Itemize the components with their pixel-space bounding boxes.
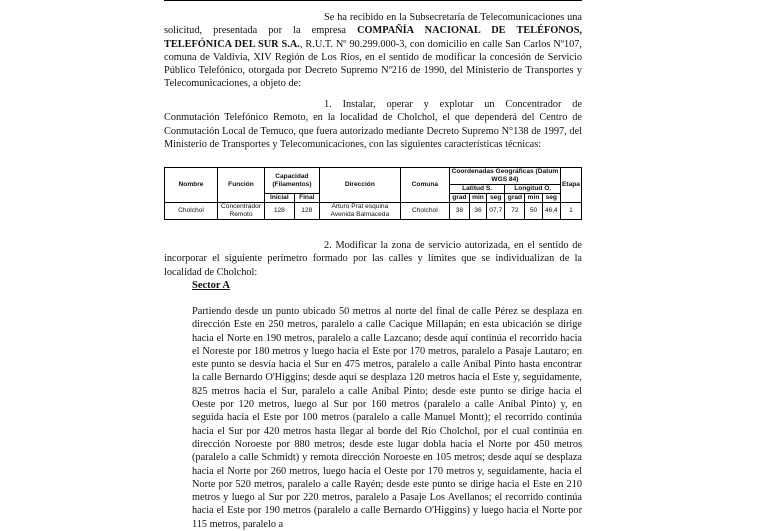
header-latitud: Latitud S. [449, 185, 505, 194]
cell-lat-min: 36 [469, 203, 486, 220]
item-1-text: 1. Instalar, operar y explotar un Concentrador de Conmutación Telefónico Remoto, en la localidad de Cholchol, el que dependerá del Centro de Conmutación Local de Temuco, que fuera autorizado mediante Decreto Supremo N°138 de 1997, del Ministerio de Transportes y Telecomunicaciones, con las siguientes características técnicas: [164, 99, 582, 150]
header-coordenadas: Coordenadas Geográficas (Datum WGS 84) [449, 168, 560, 185]
intro-text: Se ha recibido en la Subsecretaría de Telecomunicaciones una solicitud, presentada por la empresa [164, 12, 582, 37]
cell-lon-seg: 46,4 [542, 203, 560, 220]
item-2-paragraph [164, 239, 582, 279]
cell-final: 128 [294, 203, 319, 220]
cell-funcion: Concentrador Remoto [218, 203, 265, 220]
header-inicial: Inicial [265, 194, 295, 203]
header-final: Final [294, 194, 319, 203]
document-page [164, 0, 582, 530]
header-funcion: Función [218, 168, 265, 203]
header-etapa: Etapa [560, 168, 581, 203]
cell-etapa: 1 [560, 203, 581, 220]
cell-lat-grad: 38 [449, 203, 469, 220]
header-capacidad: Capacidad (Filamentos) [265, 168, 320, 194]
header-direccion: Dirección [319, 168, 400, 203]
cell-lon-min: 50 [525, 203, 542, 220]
header-lon-seg: seg [542, 194, 560, 203]
header-lat-grad: grad [449, 194, 469, 203]
header-lat-seg: seg [487, 194, 505, 203]
cell-comuna: Cholchol [400, 203, 449, 220]
intro-paragraph [164, 11, 582, 91]
intro-text-continued: , R.U.T. Nº 90.299.000-3, con domicilio en calle San Carlos Nº107, comuna de Valdivia, XIV Región de Los Ríos, en el sentido de modificar la concesión de Servicio Público Telefónico, otorgada por Decreto Supremo Nº216 de 1990, del Ministerio de Transportes y Telecomunicaciones, a objeto de: [164, 38, 582, 90]
sector-description: Partiendo desde un punto ubicado 50 metros al norte del final de calle Pérez se desplaza en dirección Este en 250 metros, paralelo a calle Cacique Millapán; en esta ubicación se dirige hacia el Norte en 190 metros, paralelo a calle Lazcano; desde aquí continúa el recorrido hacia el Noreste por 180 metros y luego hacia el Este por 170 metros, paralelo a Pasaje Lautaro; en este punto se desvía hacia el Sur en 475 metros, paralelo a calle Aníbal Pinto hasta encontrar la calle Bernardo O'Higgins; desde aquí se desplaza 120 metros hacia el Este y, seguidamente, 825 metros hacia el Sur, paralelo a calle Aníbal Pinto; desde este punto se dirige hacia el Oeste por 120 metros, luego al Sur por 160 metros (paralelo a calle Aníbal Pinto) y, en seguida hacia el Este por 100 metros (paralelo a calle Manuel Montt); el recorrido continúa hacia el Sur por 420 metros hasta llegar al borde del Río Cholchol, por el cual continúa en dirección Noroeste por 880 metros; desde este lugar dobla hacia el Norte por 450 metros (paralelo a calle Schmidt) y remota dirección Noroeste en 105 metros; desde aquí se desplaza hacia el Norte por 260 metros, luego hacia el Oeste por 170 metros y, seguidamente, hacia el Norte por 520 metros, paralelo a calle Rayén; desde este punto se dirige hacia el Este en 210 metros y luego al Sur por 220 metros, paralelo a Pasaje Los Avellanos; el recorrido continúa hacia el Este por 190 metros (paralelo a calle Bernardo O'Higgins) y luego hacia el Norte por 115 metros, paralelo a [192, 306, 582, 530]
item-1-paragraph [164, 98, 582, 151]
sector-title: Sector A [192, 280, 231, 291]
cell-direccion: Arturo Prat esquina Avenida Balmaceda [319, 203, 400, 220]
top-rule [164, 0, 582, 1]
header-longitud: Longitud O. [505, 185, 561, 194]
cell-nombre: Cholchol [165, 203, 218, 220]
table-row [165, 203, 582, 220]
cell-lon-grad: 72 [505, 203, 525, 220]
cell-inicial: 128 [265, 203, 295, 220]
item-2-text: 2. Modificar la zona de servicio autorizada, en el sentido de incorporar el siguiente perímetro formado por las calles y límites que se individualizan de la localidad de Cholchol: [164, 240, 582, 278]
cell-lat-seg: 07,7 [487, 203, 505, 220]
header-lat-min: min [469, 194, 486, 203]
header-nombre: Nombre [165, 168, 218, 203]
header-comuna: Comuna [400, 168, 449, 203]
header-lon-grad: grad [505, 194, 525, 203]
header-lon-min: min [525, 194, 542, 203]
technical-specs-table [164, 167, 582, 220]
company-name: COMPAÑÍA NACIONAL DE TELÉFONOS, TELEFÓNICA DEL SUR S.A. [164, 25, 582, 50]
